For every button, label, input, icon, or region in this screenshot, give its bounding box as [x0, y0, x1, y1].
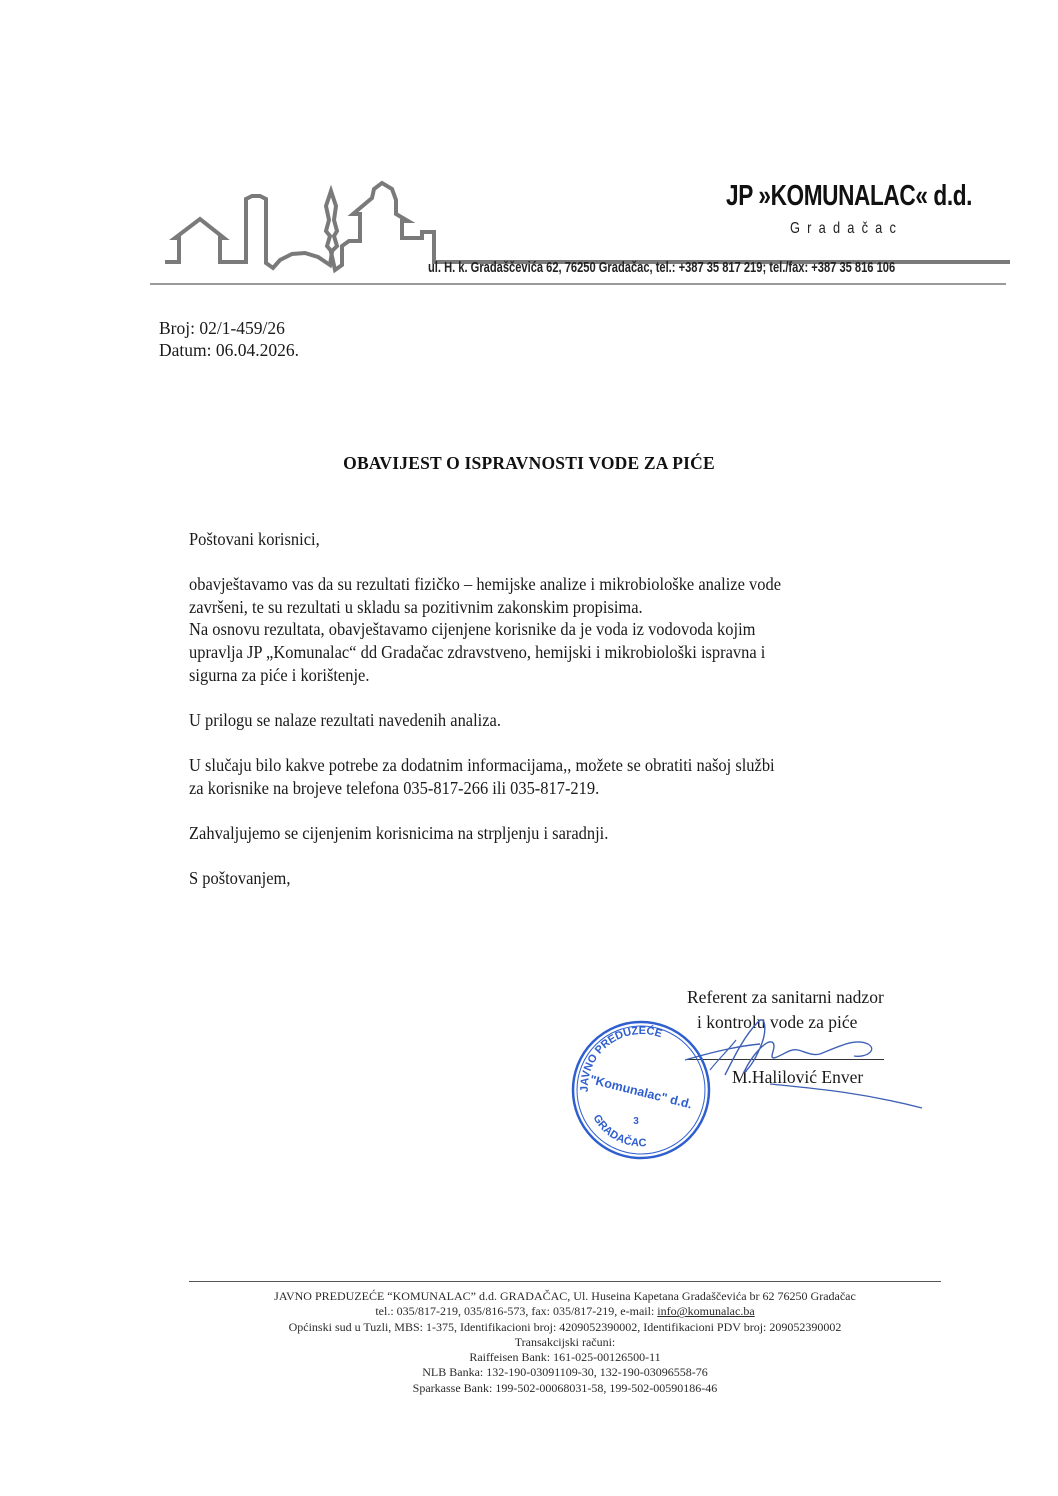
paragraph-thanks: Zahvaljujemo se cijenjenim korisnicima na strpljenju i saradnji. [189, 822, 609, 843]
footer-rule [189, 1281, 941, 1282]
stamp-top-text: JAVNO PREDUZEĆE [578, 1024, 664, 1093]
paragraph-line: upravlja JP „Komunalac“ dd Gradačac zdravstveno, hemijski i mikrobiološki ispravna i [189, 641, 766, 662]
footer-contact-text: tel.: 035/817-219, 035/816-573, fax: 035/817-219, e-mail: [375, 1304, 658, 1319]
footer-bank-line: Raiffeisen Bank: 161-025-00126500-11 [469, 1350, 661, 1365]
document-title: OBAVIJEST O ISPRAVNOSTI VODE ZA PIĆE [343, 453, 715, 473]
company-address: ul. H. k. Gradaščevića 62, 76250 Gradačac, tel.: +387 35 817 219; tel./fax: +387 35 816 106 [428, 259, 896, 276]
stamp-bottom-text: GRADAČAC [590, 1112, 647, 1150]
company-name: JP »KOMUNALAC« d.d. [726, 180, 973, 212]
footer-bank-line: NLB Banka: 132-190-03091109-30, 132-190-03096558-76 [422, 1365, 708, 1380]
closing: S poštovanjem, [189, 867, 291, 888]
stamp-number: 3 [633, 1116, 639, 1127]
paragraph-attachments: U prilogu se nalaze rezultati navedenih analiza. [189, 709, 501, 730]
paragraph-line: U slučaju bilo kakve potrebe za dodatnim informacijama,, možete se obratiti našoj službi [189, 754, 775, 775]
footer-bank-line: Sparkasse Bank: 199-502-00068031-58, 199-502-00590186-46 [412, 1380, 718, 1395]
footer-contact-line [190, 1304, 940, 1319]
signatory-role-line: i kontrolu vode za piće [697, 1012, 858, 1032]
paragraph-line: Na osnovu rezultata, obavještavamo cijenjene korisnike da je voda iz vodovoda kojim [189, 619, 756, 640]
document-date: Datum: 06.04.2026. [159, 340, 299, 360]
footer [190, 1289, 940, 1396]
company-stamp [566, 1012, 716, 1162]
paragraph-line: za korisnike na brojeve telefona 035-817-266 ili 035-817-219. [189, 777, 600, 798]
stamp-center-text: "Komunalac" d.d. [588, 1072, 694, 1112]
greeting: Poštovani korisnici, [189, 529, 320, 549]
footer-accounts-heading: Transakcijski računi: [514, 1334, 616, 1349]
signatory-name: M.Halilović Enver [732, 1067, 864, 1087]
email-link[interactable]: info@komunalac.ba [657, 1304, 755, 1319]
document-number: Broj: 02/1-459/26 [159, 318, 285, 338]
letterhead-rule-bottom [150, 283, 1006, 285]
signatory-role-line: Referent za sanitarni nadzor [687, 987, 884, 1007]
paragraph-line: sigurna za piće i korištenje. [189, 664, 370, 685]
company-city: Gradačac [790, 220, 904, 237]
footer-registration-line: Općinski sud u Tuzli, MBS: 1-375, Identifikacioni broj: 4209052390002, Identifikacioni PDV broj: 209052390002 [288, 1319, 842, 1334]
paragraph-line: obavještavamo vas da su rezultati fizičko – hemijske analize i mikrobiološke analize vode [189, 574, 782, 595]
letter-body [189, 528, 989, 890]
paragraph-line: završeni, te su rezultati u skladu sa pozitivnim zakonskim propisima. [189, 596, 643, 617]
footer-company-line: JAVNO PREDUZEĆE “KOMUNALAC” d.d. GRADAČAC, Ul. Huseina Kapetana Gradaščevića br 62 76250 Gradačac [274, 1289, 856, 1303]
document-meta [159, 317, 299, 361]
